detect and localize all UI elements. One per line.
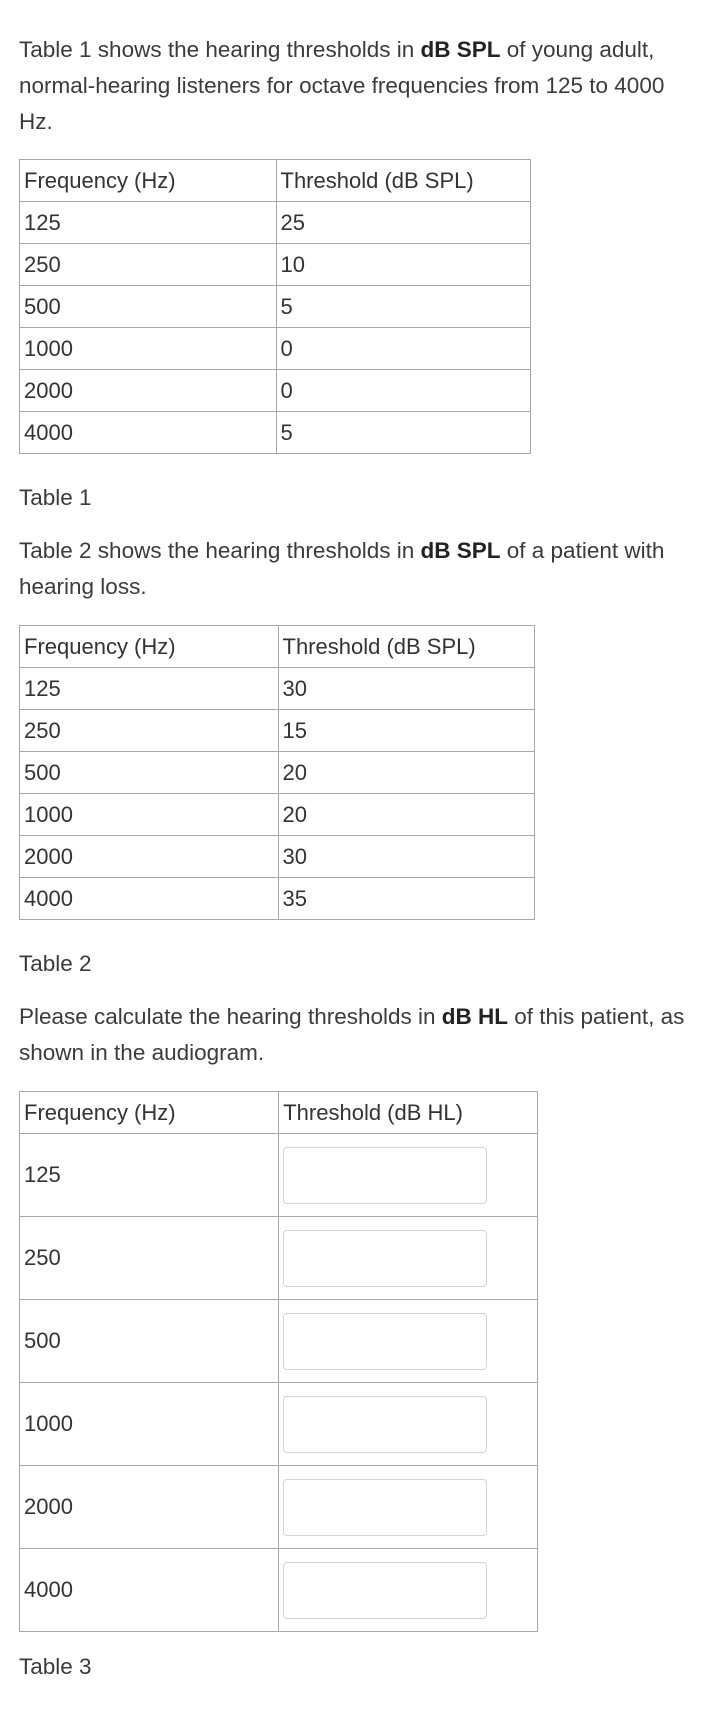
frequency-cell: 250 bbox=[20, 1217, 279, 1300]
frequency-cell: 4000 bbox=[20, 412, 277, 454]
table-row bbox=[20, 836, 535, 878]
table-2-caption: Table 2 bbox=[19, 951, 92, 976]
table-row bbox=[20, 1383, 538, 1466]
table-row bbox=[20, 668, 535, 710]
answer-cell bbox=[279, 1466, 538, 1549]
threshold-cell: 0 bbox=[276, 370, 531, 412]
header-frequency: Frequency (Hz) bbox=[20, 626, 279, 668]
threshold-answer-input-1000[interactable] bbox=[283, 1396, 487, 1453]
frequency-cell: 500 bbox=[20, 752, 279, 794]
intro3-text: Please calculate the hearing thresholds in bbox=[19, 1004, 442, 1029]
intro1-text: Table 1 shows the hearing thresholds in bbox=[19, 37, 421, 62]
frequency-cell: 2000 bbox=[20, 1466, 279, 1549]
intro1-text-cont: of young adult, bbox=[500, 37, 655, 62]
frequency-cell: 4000 bbox=[20, 1549, 279, 1632]
table-row bbox=[20, 328, 531, 370]
frequency-cell: 1000 bbox=[20, 1383, 279, 1466]
answer-cell bbox=[279, 1383, 538, 1466]
intro1-line3: Hz. bbox=[19, 109, 53, 134]
header-threshold: Threshold (dB SPL) bbox=[276, 160, 531, 202]
table-row bbox=[20, 794, 535, 836]
header-threshold: Threshold (dB HL) bbox=[279, 1092, 538, 1134]
header-frequency: Frequency (Hz) bbox=[20, 1092, 279, 1134]
table-2-body bbox=[20, 626, 535, 920]
table-row bbox=[20, 1466, 538, 1549]
table-row bbox=[20, 1300, 538, 1383]
table-row bbox=[20, 710, 535, 752]
table-3-caption: Table 3 bbox=[19, 1654, 92, 1679]
intro-paragraph-1 bbox=[19, 32, 664, 140]
frequency-cell: 125 bbox=[20, 1134, 279, 1217]
intro2-text-cont: of a patient with bbox=[500, 538, 665, 563]
threshold-cell: 20 bbox=[278, 752, 535, 794]
answer-cell bbox=[279, 1134, 538, 1217]
intro2-bold-unit: dB SPL bbox=[420, 538, 501, 563]
table-row bbox=[20, 878, 535, 920]
table-row bbox=[20, 412, 531, 454]
threshold-cell: 20 bbox=[278, 794, 535, 836]
table-1 bbox=[19, 159, 531, 454]
table-2 bbox=[19, 625, 535, 920]
answer-cell bbox=[279, 1217, 538, 1300]
intro3-line2: shown in the audiogram. bbox=[19, 1040, 265, 1065]
table-row bbox=[20, 244, 531, 286]
frequency-cell: 500 bbox=[20, 286, 277, 328]
threshold-answer-input-125[interactable] bbox=[283, 1147, 487, 1204]
table-row bbox=[20, 202, 531, 244]
threshold-answer-input-500[interactable] bbox=[283, 1313, 487, 1370]
frequency-cell: 2000 bbox=[20, 836, 279, 878]
table-3-body bbox=[20, 1092, 538, 1632]
intro3-text-cont: of this patient, as bbox=[508, 1004, 685, 1029]
table-row bbox=[20, 1217, 538, 1300]
threshold-answer-input-2000[interactable] bbox=[283, 1479, 487, 1536]
table-row bbox=[20, 1549, 538, 1632]
table-header-row bbox=[20, 626, 535, 668]
frequency-cell: 2000 bbox=[20, 370, 277, 412]
intro1-bold-unit: dB SPL bbox=[420, 37, 501, 62]
header-threshold: Threshold (dB SPL) bbox=[278, 626, 535, 668]
frequency-cell: 500 bbox=[20, 1300, 279, 1383]
intro3-bold-unit: dB HL bbox=[441, 1004, 509, 1029]
frequency-cell: 125 bbox=[20, 202, 277, 244]
intro-paragraph-3 bbox=[19, 999, 715, 1071]
intro-paragraph-2 bbox=[19, 533, 664, 605]
table-header-row bbox=[20, 160, 531, 202]
table-row bbox=[20, 752, 535, 794]
table-1-body bbox=[20, 160, 531, 454]
answer-cell bbox=[279, 1549, 538, 1632]
frequency-cell: 1000 bbox=[20, 328, 277, 370]
threshold-cell: 15 bbox=[278, 710, 535, 752]
threshold-cell: 25 bbox=[276, 202, 531, 244]
answer-cell bbox=[279, 1300, 538, 1383]
table-row bbox=[20, 1134, 538, 1217]
table-row bbox=[20, 286, 531, 328]
table-3-answer bbox=[19, 1091, 538, 1632]
intro2-text: Table 2 shows the hearing thresholds in bbox=[19, 538, 421, 563]
threshold-cell: 30 bbox=[278, 668, 535, 710]
threshold-cell: 30 bbox=[278, 836, 535, 878]
frequency-cell: 250 bbox=[20, 710, 279, 752]
threshold-answer-input-250[interactable] bbox=[283, 1230, 487, 1287]
threshold-cell: 5 bbox=[276, 412, 531, 454]
intro-paragraph-3-clip bbox=[19, 999, 715, 1071]
frequency-cell: 1000 bbox=[20, 794, 279, 836]
threshold-cell: 10 bbox=[276, 244, 531, 286]
table-1-caption: Table 1 bbox=[19, 485, 92, 510]
header-frequency: Frequency (Hz) bbox=[20, 160, 277, 202]
threshold-cell: 5 bbox=[276, 286, 531, 328]
threshold-answer-input-4000[interactable] bbox=[283, 1562, 487, 1619]
intro1-line2: normal-hearing listeners for octave frequencies from 125 to 4000 bbox=[19, 73, 665, 98]
intro2-line2: hearing loss. bbox=[19, 574, 147, 599]
threshold-cell: 0 bbox=[276, 328, 531, 370]
frequency-cell: 250 bbox=[20, 244, 277, 286]
frequency-cell: 125 bbox=[20, 668, 279, 710]
threshold-cell: 35 bbox=[278, 878, 535, 920]
frequency-cell: 4000 bbox=[20, 878, 279, 920]
table-row bbox=[20, 370, 531, 412]
table-header-row bbox=[20, 1092, 538, 1134]
